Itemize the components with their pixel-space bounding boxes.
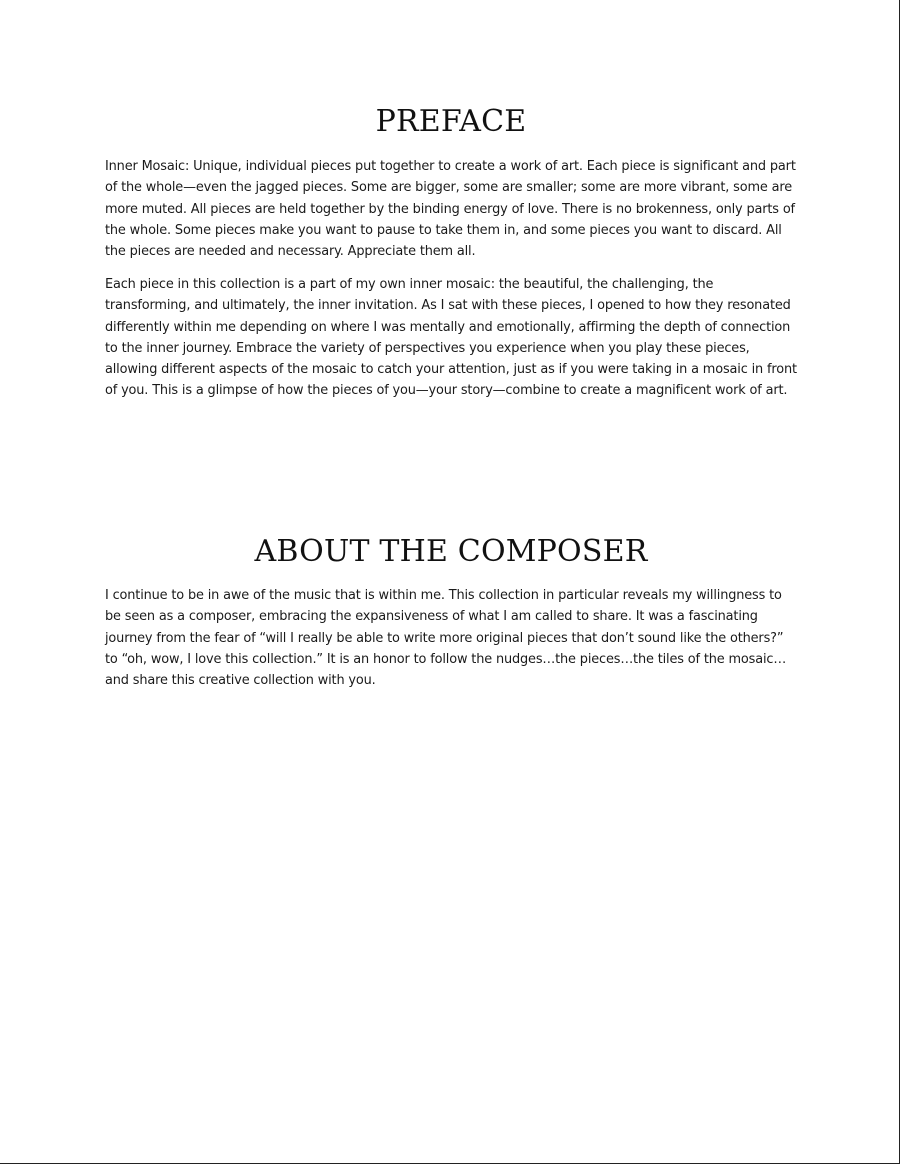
preface-heading: PREFACE xyxy=(375,104,527,139)
preface-paragraph-1: Inner Mosaic: Unique, individual pieces put together to create a work of art. Each piece is significant and part of the whole—even the jagged pieces. Some are bigger, some are smaller; some are more vibrant, some are more muted. All pieces are held together by the binding energy of love. There is no brokenness, only parts of the whole. Some pieces make you want to pause to take them in, and some pieces you want to discard. All the pieces are needed and necessary. Appreciate them all. xyxy=(105,159,796,260)
about-composer-heading: ABOUT THE COMPOSER xyxy=(254,534,648,569)
preface-paragraph-2: Each piece in this collection is a part of my own inner mosaic: the beautiful, the challenging, the transforming, and ultimately, the inner invitation. As I sat with these pieces, I opened to how they resonated differently within me depending on where I was mentally and emotionally, affirming the depth of connection to the inner journey. Embrace the variety of perspectives you experience when you play these pieces, allowing different aspects of the mosaic to catch your attention, just as if you were taking in a mosaic in front of you. This is a glimpse of how the pieces of you—your story—combine to create a magnificent work of art. xyxy=(105,277,797,399)
about-composer-paragraph: I continue to be in awe of the music that is within me. This collection in particular reveals my willingness to be seen as a composer, embracing the expansiveness of what I am called to share. It was a fascinating journey from the fear of “will I really be able to write more original pieces that don’t sound like the others?” to “oh, wow, I love this collection.” It is an honor to follow the nudges…the pieces…the tiles of the mosaic…and share this creative collection with you. xyxy=(105,588,787,689)
